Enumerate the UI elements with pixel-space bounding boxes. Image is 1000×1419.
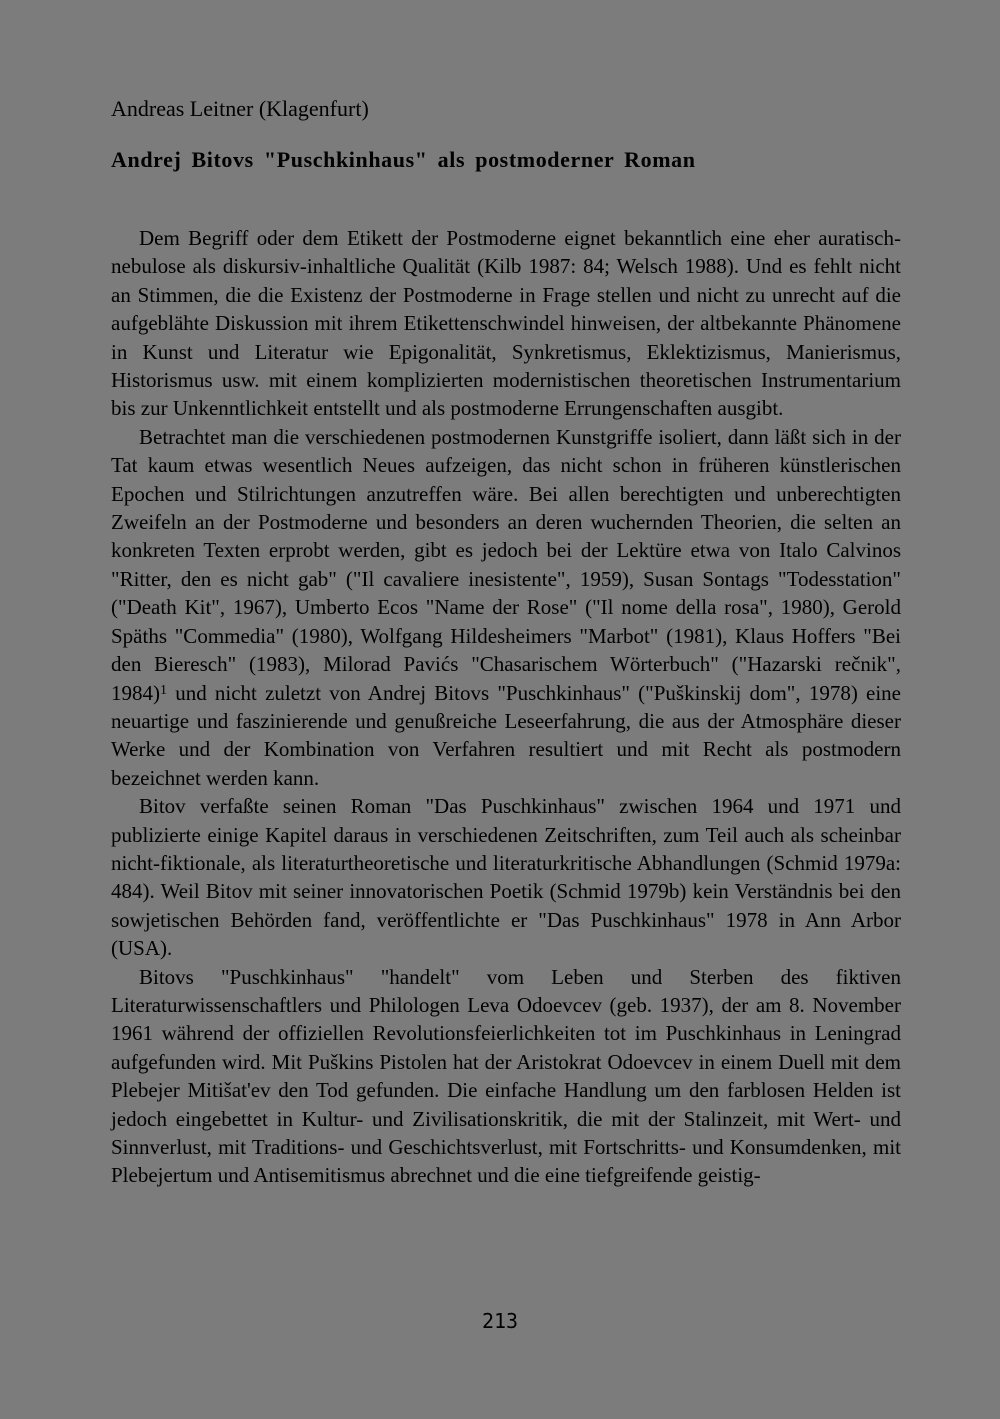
article-title: Andrej Bitovs "Puschkinhaus" als postmoderner Roman <box>111 147 696 172</box>
footnote-marker: 1 <box>160 682 167 698</box>
author-line: Andreas Leitner (Klagenfurt) <box>111 96 369 121</box>
paragraph-2 <box>111 423 901 792</box>
paragraph-3: Bitov verfaßte seinen Roman "Das Puschkinhaus" zwischen 1964 und 1971 und publizierte einige Kapitel daraus in verschiedenen Zeitschriften, zum Teil auch als scheinbar nicht-fiktionale, als literaturtheoretische und literaturkritische Abhandlungen (Schmid 1979a: 484). Weil Bitov mit seiner innovatorischen Poetik (Schmid 1979b) kein Verständnis bei den sowjetischen Behörden fand, veröffentlichte er "Das Puschkinhaus" 1978 in Ann Arbor (USA). <box>111 794 901 961</box>
page-number: 213 <box>481 1309 519 1333</box>
paragraph-2-text-end: und nicht zuletzt von Andrej Bitovs "Puschkinhaus" ("Puškinskij dom", 1978) eine neuartige und faszinierende und genußreiche Leseerfahrung, die aus der Atmosphäre dieser Werke und der Kombination von Verfahren resultiert und mit Recht als postmodern bezeichnet werden kann. <box>111 680 901 790</box>
paragraph-4: Bitovs "Puschkinhaus" "handelt" vom Leben und Sterben des fiktiven Literaturwissenschaftlers und Philologen Leva Odoevcev (geb. 1937), der am 8. November 1961 während der offiziellen Revolutionsfeierlichkeiten tot im Puschkinhaus in Leningrad aufgefunden wird. Mit Puškins Pistolen hat der Aristokrat Odoevcev in einem Duell mit dem Plebejer Mitišat'ev den Tod gefunden. Die einfache Handlung um den farblosen Helden ist jedoch eingebettet in Kultur- und Zivilisationskritik, die mit der Stalinzeit, mit Wert- und Sinnverlust, mit Traditions- und Geschichtsverlust, mit Fortschritts- und Konsumdenken, mit Plebejertum und Antisemitismus abrechnet und die eine tiefgreifende geistig- <box>111 964 901 1188</box>
paragraph-1: Dem Begriff oder dem Etikett der Postmoderne eignet bekanntlich eine eher auratisch-nebulose als diskursiv-inhaltliche Qualität (Kilb 1987: 84; Welsch 1988). Und es fehlt nicht an Stimmen, die die Existenz der Postmoderne in Frage stellen und nicht zu unrecht auf die aufgeblähte Diskussion mit ihrem Etikettenschwindel hinweisen, der altbekannte Phänomene in Kunst und Literatur wie Epigonalität, Synkretismus, Eklektizismus, Manierismus, Historismus usw. mit einem komplizierten modernistischen theoretischen Instrumentarium bis zur Unkenntlichkeit entstellt und als postmoderne Errungenschaften ausgibt. <box>111 226 901 421</box>
paragraph-2-text-start: Betrachtet man die verschiedenen postmodernen Kunstgriffe isoliert, dann läßt sich in der Tat kaum etwas wesentlich Neues aufzeigen, das nicht schon in früheren künstlerischen Epochen und Stilrichtungen anzutreffen wäre. Bei allen berechtigten und unberechtigten Zweifeln an der Postmoderne und besonders an deren wuchernden Theorien, die selten an konkreten Texten erprobt werden, gibt es jedoch bei der Lektüre etwa von Italo Calvinos "Ritter, den es nicht gab" ("Il cavaliere inesistente", 1959), Susan Sontags "Todesstation" ("Death Kit", 1967), Umberto Ecos "Name der Rose" ("Il nome della rosa", 1980), Gerold Späths "Commedia" (1980), Wolfgang Hildesheimers "Marbot" (1981), Klaus Hoffers "Bei den Bieresch" (1983), Milorad Pavićs "Chasarischem Wörterbuch" ("Hazarski rečnik", 1984) <box>111 424 901 705</box>
body-text <box>111 224 901 1190</box>
